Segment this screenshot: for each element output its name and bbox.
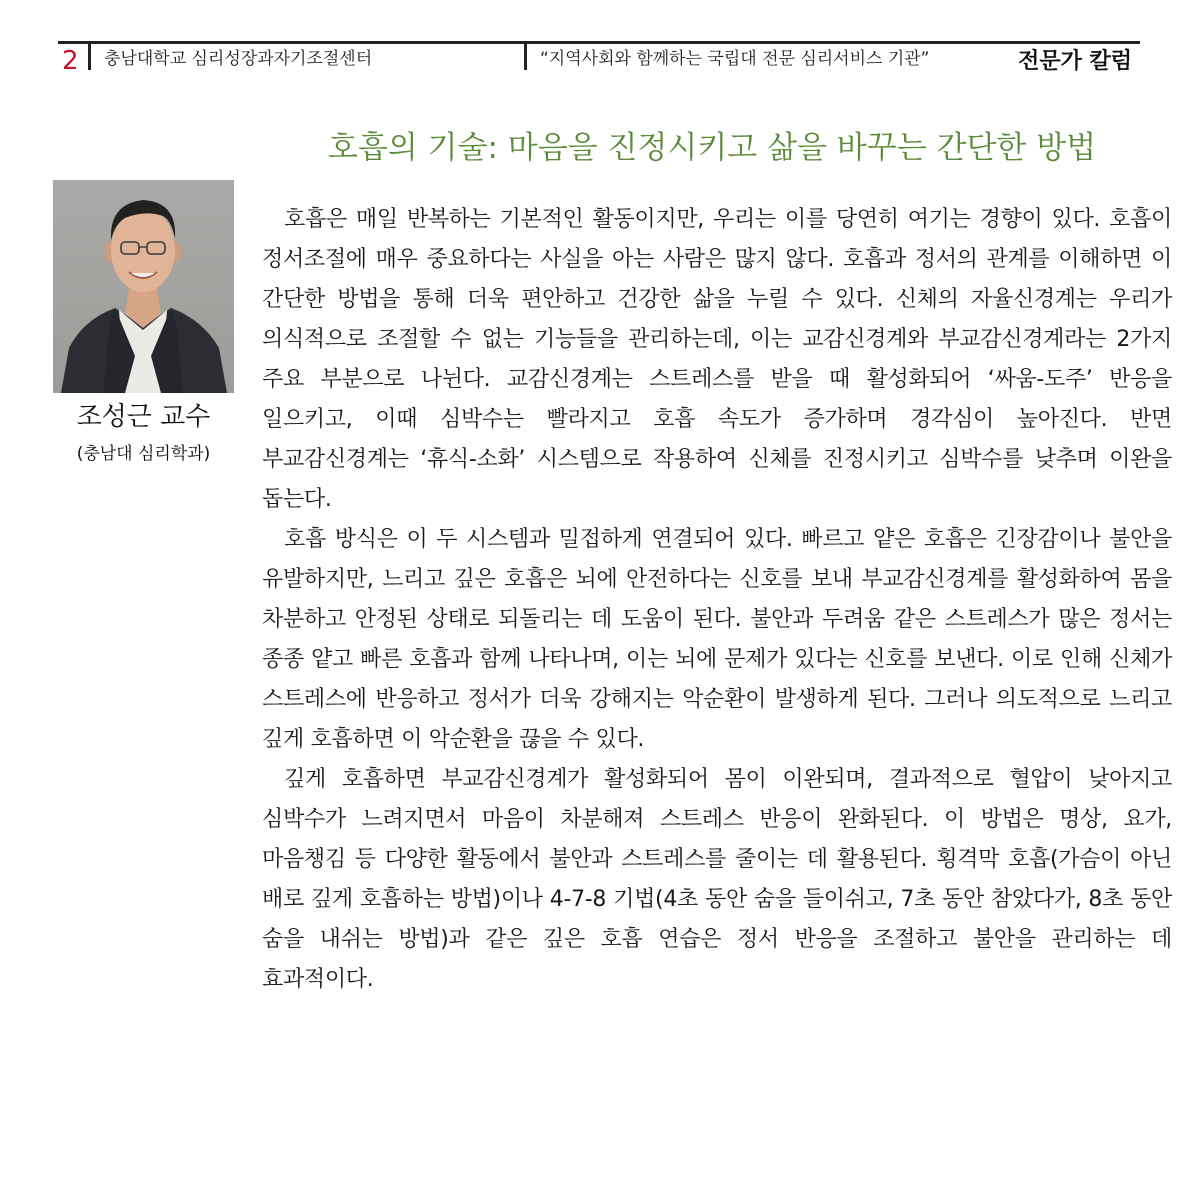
section-label: 전문가 칼럼 bbox=[1018, 49, 1132, 74]
article-paragraph: 호흡은 매일 반복하는 기본적인 활동이지만, 우리는 이를 당연히 여기는 경향이 있다. 호흡이 정서조절에 매우 중요하다는 사실을 아는 사람은 많지 않다. 호흡과 정서의 관계를 이해하면 이 간단한 방법을 통해 더욱 편안하고 건강한 삶을 누릴 수 있다. 신체의 자율신경계는 우리가 의식적으로 조절할 수 없는 기능들을 관리하는데, 이는 교감신경계와 부교감신경계라는 2가지 주요 부분으로 나뉜다. 교감신경계는 스트레스를 받을 때 활성화되어 ‘싸움-도주’ 반응을 일으키고, 이때 심박수는 빨라지고 호흡 속도가 증가하며 경각심이 높아진다. 반면 부교감신경계는 ‘휴식-소화’ 시스템으로 작용하여 신체를 진정시키고 심박수를 낮추며 이완을 돕는다. bbox=[262, 207, 1172, 512]
center-name: 충남대학교 심리성장과자기조절센터 bbox=[104, 49, 373, 69]
header-rule bbox=[58, 41, 1140, 44]
page-number: 2 bbox=[62, 46, 79, 76]
article-paragraph: 깊게 호흡하면 부교감신경계가 활성화되어 몸이 이완되며, 결과적으로 혈압이 낮아지고 심박수가 느려지면서 마음이 차분해져 스트레스 반응이 완화된다. 이 방법은 명상, 요가, 마음챙김 등 다양한 활동에서 불안과 스트레스를 줄이는 데 활용된다. 횡격막 호흡(가슴이 아닌 배로 깊게 호흡하는 방법)이나 4-7-8 기법(4초 동안 숨을 들이쉬고, 7초 동안 참았다가, 8초 동안 숨을 내쉬는 방법)과 같은 깊은 호흡 연습은 정서 반응을 조절하고 불안을 관리하는 데 효과적이다. bbox=[262, 767, 1172, 992]
header-divider bbox=[88, 44, 91, 70]
author-affiliation: (충남대 심리학과) bbox=[76, 444, 211, 464]
article-title: 호흡의 기술: 마음을 진정시키고 삶을 바꾸는 간단한 방법 bbox=[327, 130, 1097, 166]
article-paragraph: 호흡 방식은 이 두 시스템과 밀접하게 연결되어 있다. 빠르고 얕은 호흡은 긴장감이나 불안을 유발하지만, 느리고 깊은 호흡은 뇌에 안전하다는 신호를 보내 부교감신경계를 활성화하여 몸을 차분하고 안정된 상태로 되돌리는 데 도움이 된다. 불안과 두려움 같은 스트레스가 많은 정서는 종종 얕고 빠른 호흡과 함께 나타나며, 이는 뇌에 문제가 있다는 신호를 보낸다. 이로 인해 신체가 스트레스에 반응하고 정서가 더욱 강해지는 악순환이 발생하게 된다. 그러나 의도적으로 느리고 깊게 호흡하면 이 악순환을 끊을 수 있다. bbox=[262, 527, 1172, 752]
author-name: 조성근 교수 bbox=[76, 402, 211, 432]
article-body bbox=[262, 200, 1172, 1000]
header-divider bbox=[524, 44, 527, 70]
page-header bbox=[58, 38, 1140, 76]
author-photo bbox=[53, 180, 234, 393]
header-slogan: “지역사회와 함께하는 국립대 전문 심리서비스 기관” bbox=[540, 49, 930, 69]
